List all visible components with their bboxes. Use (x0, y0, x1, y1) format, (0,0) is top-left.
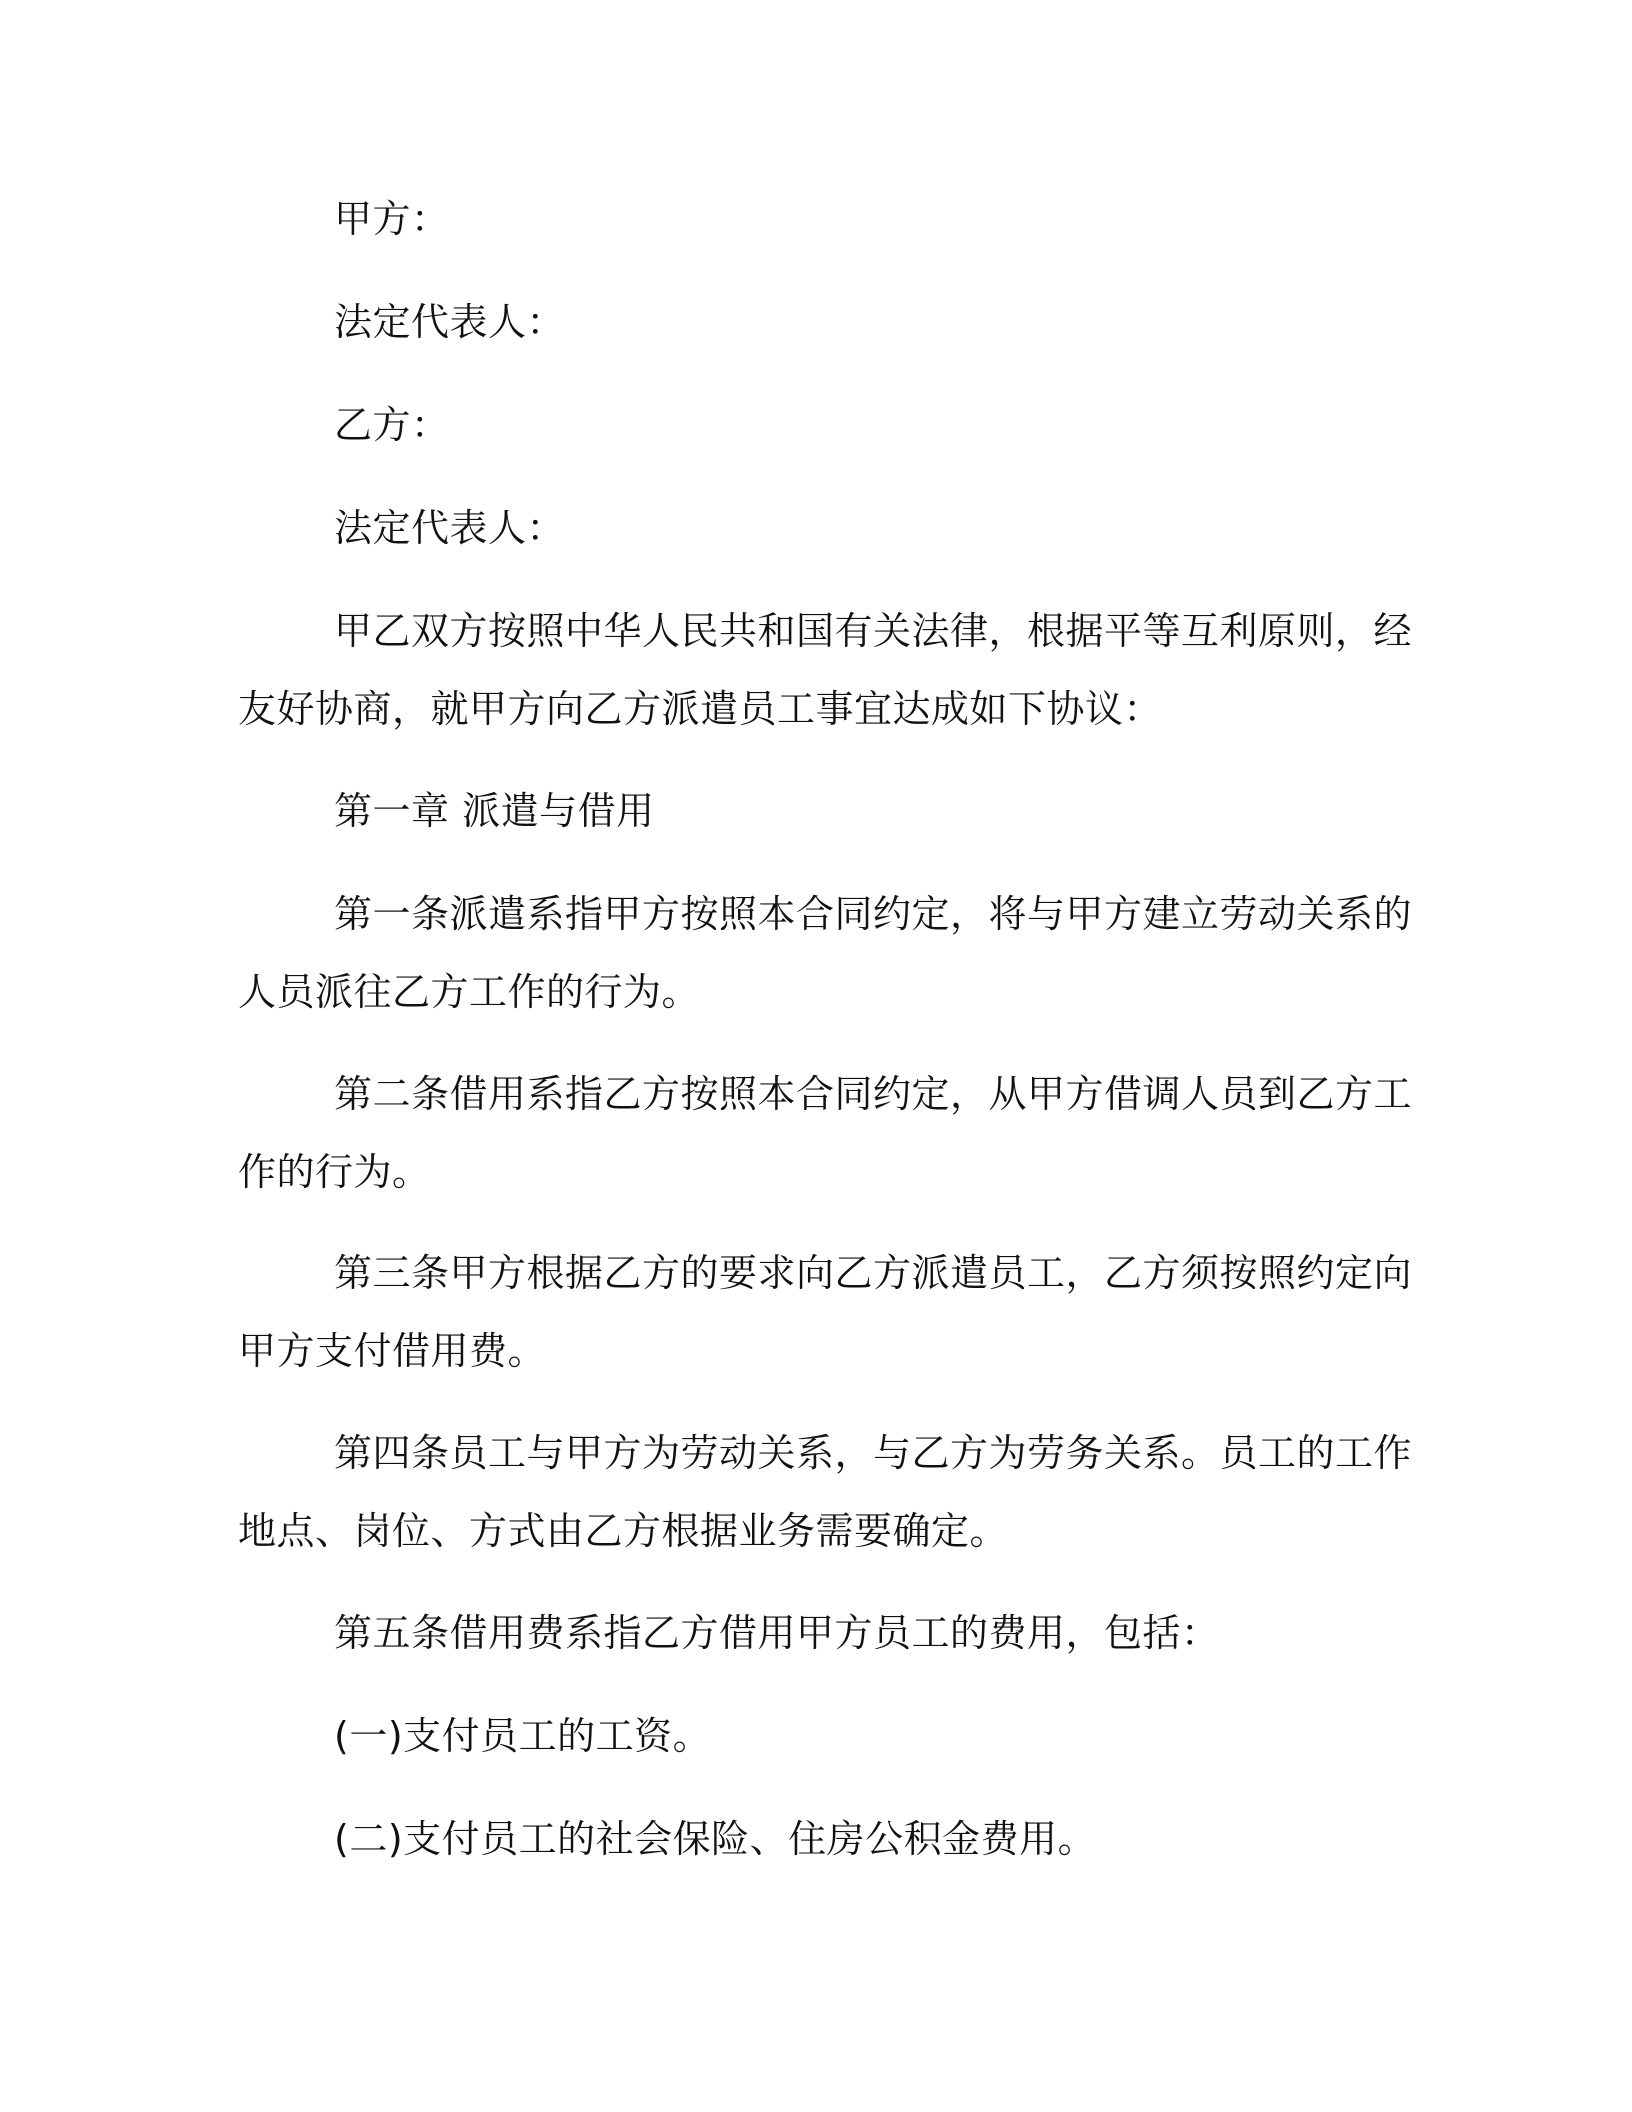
party-b-label: 乙方： (334, 403, 450, 447)
article-3-line-1: 第三条甲方根据乙方的要求向乙方派遣员工，乙方须按照约定向 (334, 1251, 1413, 1295)
intro-paragraph-line-1: 甲乙双方按照中华人民共和国有关法律，根据平等互利原则，经 (334, 609, 1413, 653)
chapter-1-title: 第一章 派遣与借用 (334, 789, 655, 833)
article-4-line-1: 第四条员工与甲方为劳动关系，与乙方为劳务关系。员工的工作 (334, 1431, 1413, 1475)
list-item-1: (一)支付员工的工资。 (334, 1714, 712, 1758)
intro-paragraph-line-2: 友好协商，就甲方向乙方派遣员工事宜达成如下协议： (238, 687, 1163, 731)
article-1-line-2: 人员派往乙方工作的行为。 (238, 970, 701, 1014)
party-b-representative-label: 法定代表人： (334, 506, 566, 550)
party-a-label: 甲方： (334, 197, 450, 241)
article-3-line-2: 甲方支付借用费。 (238, 1329, 547, 1373)
article-2-line-1: 第二条借用系指乙方按照本合同约定，从甲方借调人员到乙方工 (334, 1072, 1413, 1116)
article-5-line-1: 第五条借用费系指乙方借用甲方员工的费用，包括： (334, 1611, 1220, 1655)
list-item-2: (二)支付员工的社会保险、住房公积金费用。 (334, 1817, 1097, 1861)
article-1-line-1: 第一条派遣系指甲方按照本合同约定，将与甲方建立劳动关系的 (334, 892, 1413, 936)
party-a-representative-label: 法定代表人： (334, 300, 566, 344)
article-4-line-2: 地点、岗位、方式由乙方根据业务需要确定。 (238, 1509, 1009, 1553)
article-2-line-2: 作的行为。 (238, 1150, 431, 1194)
